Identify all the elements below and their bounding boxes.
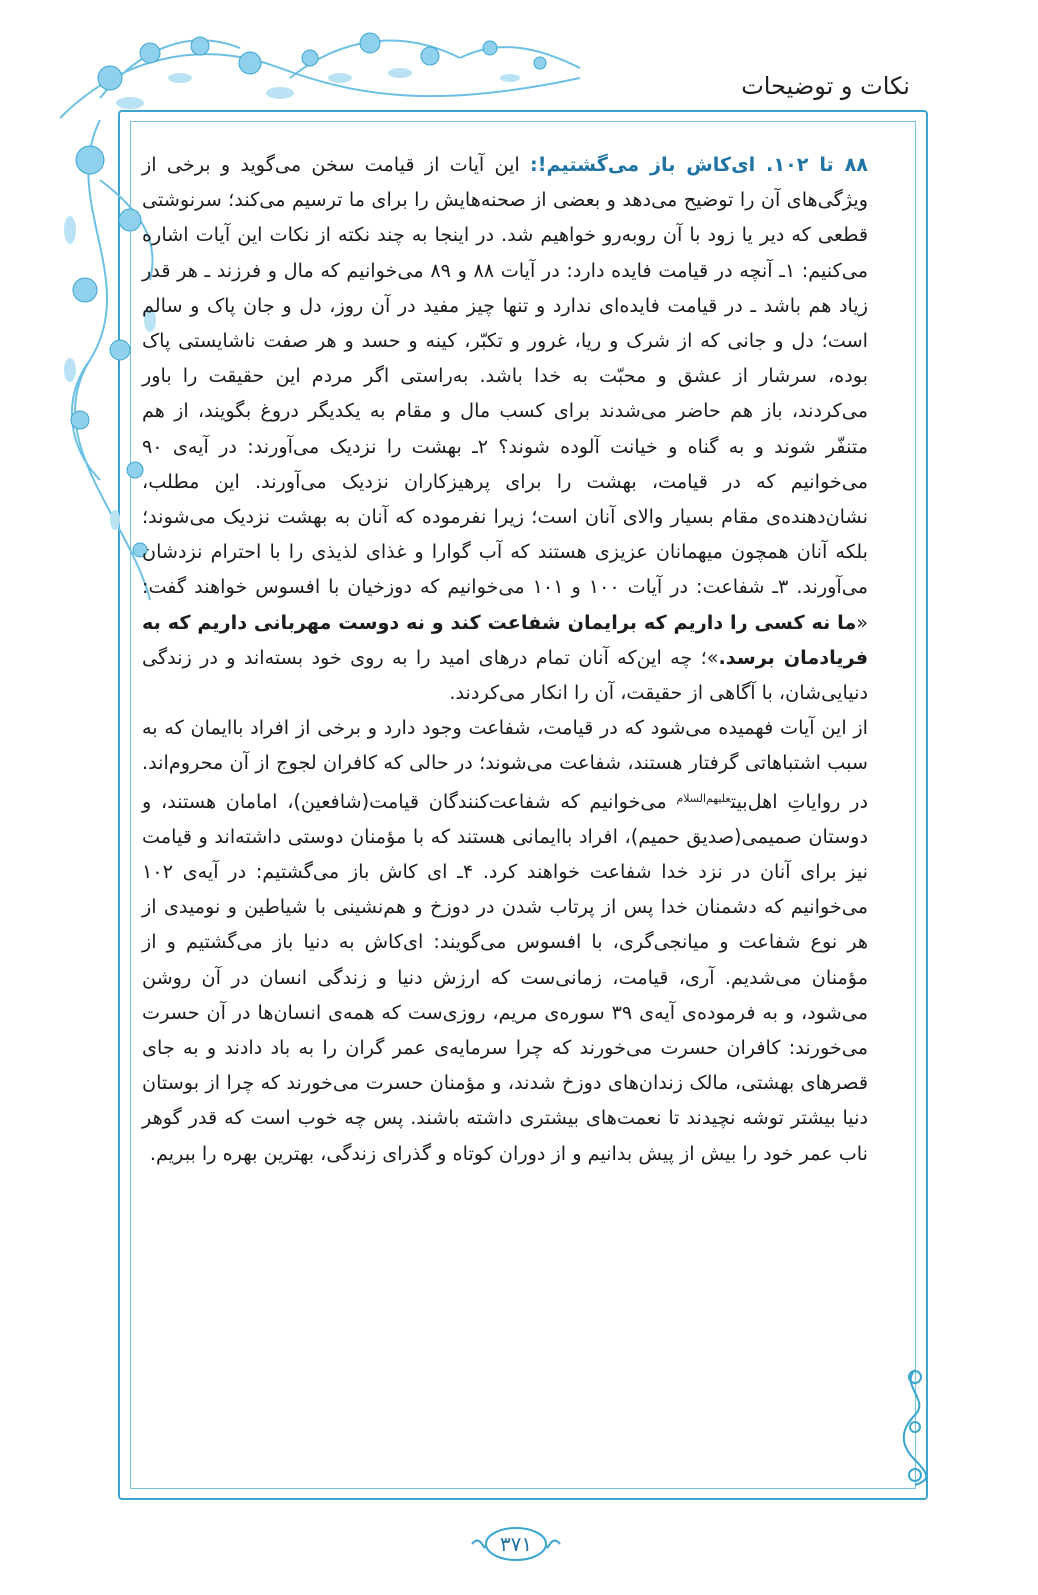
quote-text: ما نه کسی را داریم که برایمان شفاعت کند و نه دوست مهربانی داریم که به فریادمان برسد. — [142, 610, 869, 669]
paragraph-1 — [142, 147, 868, 710]
scroll-ornament-right — [890, 1365, 940, 1490]
section-title: نکات و توضیحات — [741, 72, 910, 100]
paragraph-2 — [142, 710, 868, 1171]
paragraph-1-text-b: »؛ چه این‌که آنان تمام درهای امید را به روی خود بسته‌اند و در زندگی دنیایی‌شان، با آگاهی از حقیقت، آن را انکار می‌کردند. — [142, 645, 868, 705]
paragraph-2-text-a: از این آیات فهمیده می‌شود که در قیامت، شفاعت وجود دارد و برخی از افراد باایمان که به سبب اشتباهاتی گرفتار هستند، شفاعت می‌شوند؛ در حالی که کافران لجوج از آن محروم‌اند. در روایاتِ اهل‌بیت — [142, 716, 868, 813]
page-number: ۳۷۱ — [499, 1532, 533, 1556]
paragraph-2-text-b: می‌خوانیم که شفاعت‌کنندگان قیامت(شافعین)، امامان هستند، و دوستان صمیمی(صدیق حمیم)، افراد باایمانی هستند که با مؤمنان دوستی داشته‌اند و قیامت نیز برای آنان در نزد خدا شفاعت خواهند کرد. ۴ـ ای کاش باز می‌گشتیم: در آیه‌ی ۱۰۲ می‌خوانیم که دشمنان خدا پس از پرتاب شدن در دوزخ و هم‌نشینی با شیاطین و نومیدی از هر نوع شفاعت و میانجی‌گری، با افسوس می‌گویند: ای‌کاش به دنیا باز می‌گشتیم و از مؤمنان می‌شدیم. آری، قیامت، زمانی‌ست که ارزش دنیا و زندگی انسان در آن روشن می‌شود، و به فرموده‌ی آیه‌ی ۳۹ سوره‌ی مریم، روزی‌ست که همه‌ی انسان‌ها در آن حسرت می‌خورند: کافران حسرت می‌خورند که چرا سرمایه‌ی عمر گران را به باد دادند و به جای قصرهای بهشتی، مالک زندان‌های دوزخ شدند، و مؤمنان حسرت می‌خورند که چرا از بوستان دنیا بیشتر توشه نچیدند تا نعمت‌های بیشتری داشته باشند. پس چه خوب است که قدر گوهر ناب عمر خود را بیش از پیش بدانیم و از دوران کوتاه و گذرای زندگی، بهترین بهره را ببریم. — [142, 789, 868, 1165]
main-text — [142, 147, 868, 1171]
paragraph-1-text-a: این آیات از قیامت سخن می‌گوید و برخی از ویژگی‌های آن را توضیح می‌دهد و بعضی از صحنه‌هایش را برای ما ترسیم می‌کند؛ سرنوشتی قطعی که دیر یا زود با آن روبه‌رو خواهیم شد. در اینجا به چند نکته از نکات این آیات اشاره می‌کنیم: ۱ـ آنچه در قیامت فایده دارد: در آیات ۸۸ و ۸۹ می‌خوانیم که مال و فرزند ـ هر قدر زیاد هم باشد ـ در قیامت فایده‌ای ندارد و تنها چیز مفید در آن روز، دل و جان پاک و سالم است؛ دل و جانی که از شرک و ریا، غرور و تکبّر، کینه و حسد و هر صفت ناشایستی پاک بوده، سرشار از عشق و محبّت به خدا باشد. به‌راستی اگر مردم این حقیقت را باور می‌کردند، باز هم حاضر می‌شدند برای کسب مال و مقام به یکدیگر دروغ بگویند، از هم متنفّر شوند و به گناه و خیانت آلوده شوند؟ ۲ـ بهشت را نزدیک می‌آورند: در آیه‌ی ۹۰ می‌خوانیم که در قیامت، بهشت را برای پرهیزکاران نزدیک می‌آورند. این مطلب، نشان‌دهنده‌ی مقام بسیار والای آنان است؛ زیرا نفرموده که آنان به بهشت نزدیک می‌شوند؛ بلکه آنان همچون میهمانان عزیزی هستند که آب گوارا و غذای لذیذی را با احترام نزدشان می‌آورند. ۳ـ شفاعت: در آیات ۱۰۰ و ۱۰۱ می‌خوانیم که دوزخیان با افسوس خواهند گفت: « — [142, 153, 869, 634]
honorific-glyph: علیهم‌السلام — [676, 791, 731, 805]
page-number-badge — [468, 1522, 564, 1566]
verse-heading: ۸۸ تا ۱۰۲. ای‌کاش باز می‌گشتیم!: — [530, 153, 868, 176]
